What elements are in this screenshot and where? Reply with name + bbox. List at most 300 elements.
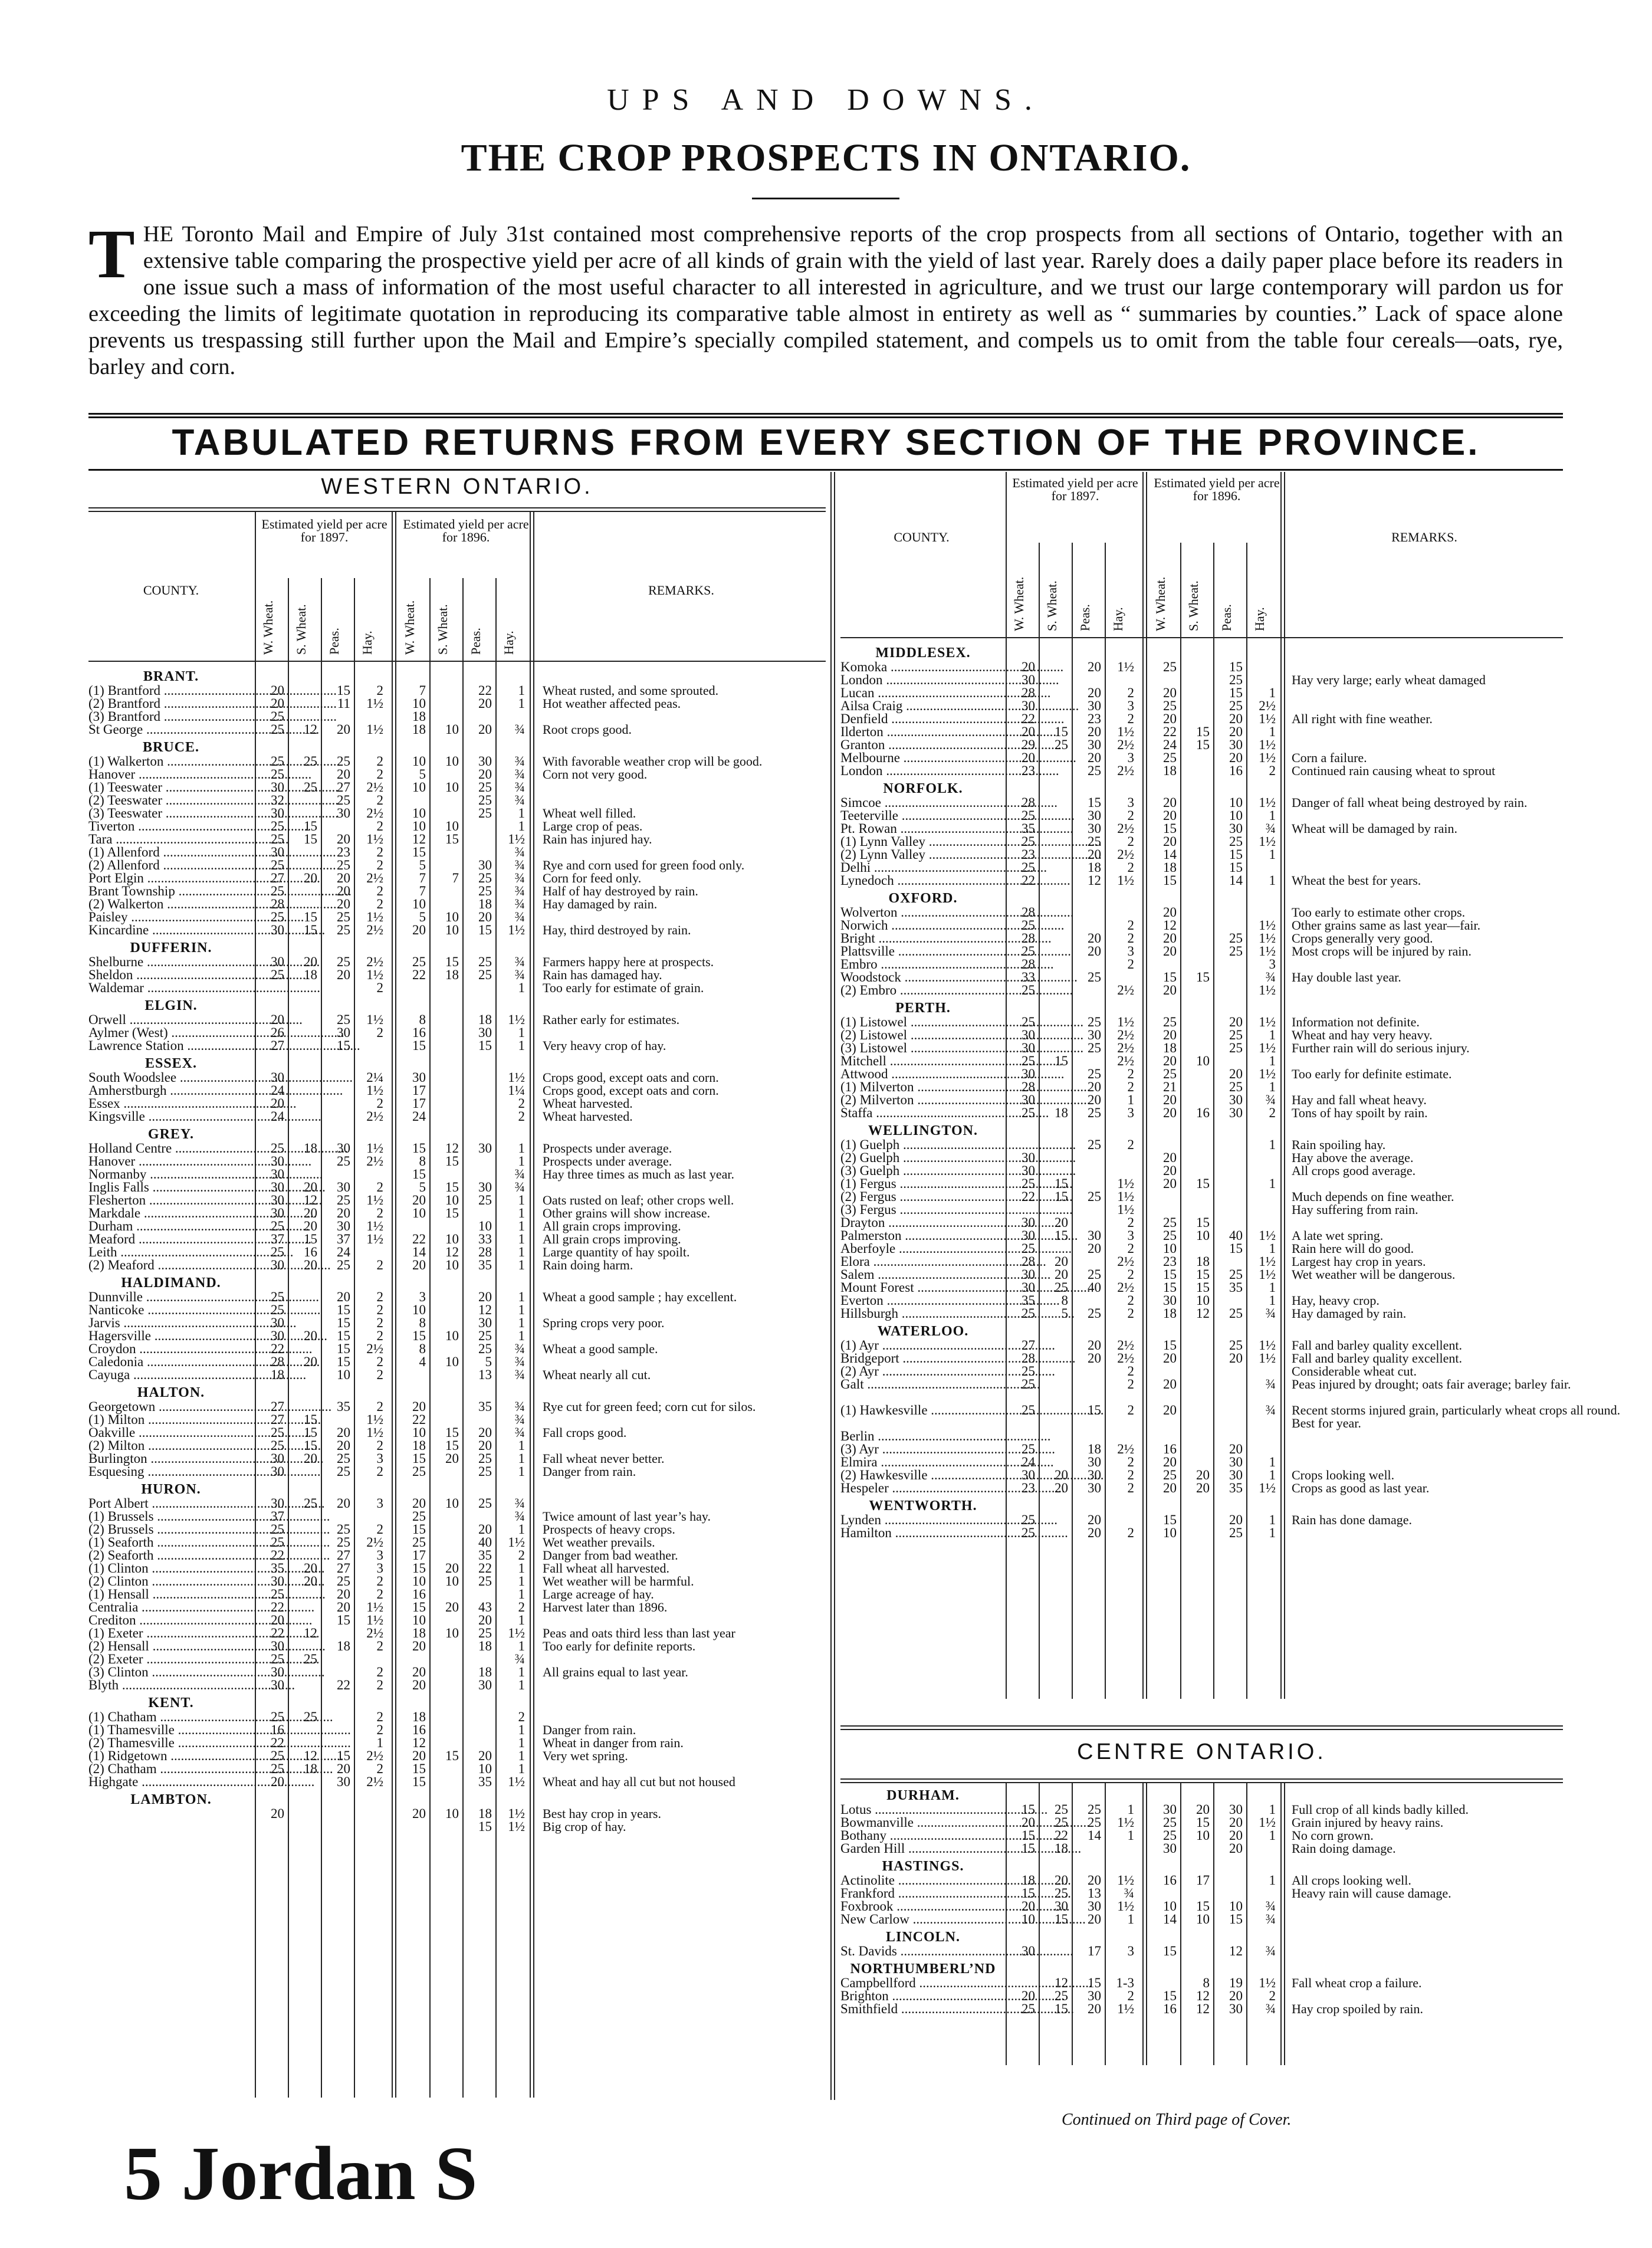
county-name: (2) Chatham ..... bbox=[88, 1763, 251, 1776]
yield-value: 25 bbox=[1022, 860, 1035, 875]
county-group-heading: DURHAM. bbox=[886, 1788, 960, 1803]
yield-value: 16 bbox=[1196, 1105, 1210, 1120]
yield-value: 30 bbox=[1229, 1468, 1243, 1482]
yield-value: 25 bbox=[1229, 1338, 1243, 1353]
remark: Hay and fall wheat heavy. bbox=[1292, 1092, 1427, 1107]
yield-value: 2½ bbox=[1117, 1280, 1134, 1295]
yield-value: 30 bbox=[1022, 1028, 1035, 1042]
yield-value: 2 bbox=[376, 845, 383, 859]
running-head: UPS AND DOWNS. bbox=[607, 83, 1045, 117]
remark: Crops as good as last year. bbox=[1292, 1481, 1430, 1495]
table-row bbox=[88, 1666, 826, 1679]
yield-value: 15 bbox=[412, 1774, 426, 1789]
yield-value: 30 bbox=[271, 780, 284, 795]
yield-value: 20 bbox=[1022, 724, 1035, 739]
table-row bbox=[88, 956, 826, 969]
yield-value: 25 bbox=[478, 871, 492, 885]
table-row bbox=[840, 809, 1563, 822]
yield-value: 25 bbox=[1163, 1468, 1177, 1482]
yield-value: 2½ bbox=[366, 871, 383, 885]
table-row bbox=[840, 1081, 1563, 1094]
table-row bbox=[88, 1246, 826, 1259]
yield-value: 2 bbox=[376, 884, 383, 898]
table-row bbox=[840, 1068, 1563, 1081]
county-name: (2) Milton ..... bbox=[88, 1439, 251, 1452]
table-row bbox=[840, 874, 1563, 887]
yield-value: 20 bbox=[1088, 847, 1101, 862]
yield-value: ¾ bbox=[514, 1180, 525, 1194]
table-row bbox=[840, 1391, 1563, 1404]
yield-value: 16 bbox=[412, 1025, 426, 1040]
remarks-header: REMARKS. bbox=[648, 583, 714, 598]
remark: Rye and corn used for green food only. bbox=[543, 858, 745, 872]
table-row bbox=[88, 697, 826, 710]
yield-value: 1½ bbox=[1259, 1267, 1276, 1282]
yield-value: 20 bbox=[1088, 1079, 1101, 1094]
table-row bbox=[88, 1304, 826, 1317]
yield-value: 2½ bbox=[1117, 737, 1134, 752]
table-row bbox=[88, 1013, 826, 1026]
county-name: Lynedoch ..... bbox=[840, 874, 1003, 887]
county-name: Hanover ..... bbox=[88, 768, 251, 781]
yield-value: 2 bbox=[376, 793, 383, 808]
yield-value: 2 bbox=[376, 1180, 383, 1194]
yield-value: 16 bbox=[1163, 1873, 1177, 1888]
yield-value: 30 bbox=[1022, 698, 1035, 713]
yield-value: 25 bbox=[1088, 1802, 1101, 1817]
county-name: (2) Thamesville ..... bbox=[88, 1737, 251, 1750]
table-row bbox=[840, 1294, 1563, 1307]
yield-value: 20 bbox=[1163, 905, 1177, 920]
yield-value: 20 bbox=[1229, 711, 1243, 726]
county-name: (3) Ayr ..... bbox=[840, 1443, 1003, 1456]
yield-value: 10 bbox=[1022, 1912, 1035, 1927]
yield-value: 10 bbox=[445, 1232, 459, 1246]
yield-value: 20 bbox=[1163, 1028, 1177, 1042]
county-name: Durham ..... bbox=[88, 1220, 251, 1233]
yield-value: 25 bbox=[1229, 1525, 1243, 1540]
yield-value: ¾ bbox=[1265, 1912, 1276, 1927]
table-row bbox=[88, 911, 826, 924]
yield-value: 12 bbox=[304, 1193, 317, 1207]
yield-value: 14 bbox=[1163, 847, 1177, 862]
yield-value: 25 bbox=[1022, 1403, 1035, 1417]
table-row bbox=[88, 1679, 826, 1692]
table-row bbox=[840, 1887, 1563, 1900]
county-name: Everton ..... bbox=[840, 1294, 1003, 1307]
drop-cap: T bbox=[88, 215, 135, 293]
yield-value: 1½ bbox=[1117, 1176, 1134, 1191]
yield-value: 20 bbox=[1229, 1512, 1243, 1527]
yield-value: 20 bbox=[1022, 1899, 1035, 1914]
yield-value: 1½ bbox=[1117, 1189, 1134, 1204]
yield-value: 10 bbox=[445, 1258, 459, 1272]
yield-value: 7 bbox=[419, 884, 426, 898]
yield-value: 1 bbox=[518, 1735, 525, 1750]
yield-value: 2 bbox=[376, 819, 383, 833]
col-w-wheat-96: W. Wheat. bbox=[402, 600, 417, 655]
col-peas-97: Peas. bbox=[327, 628, 341, 655]
yield-value: 22 bbox=[337, 1678, 350, 1692]
yield-value: 20 bbox=[337, 897, 350, 911]
yield-value: ¾ bbox=[514, 967, 525, 982]
yield-value: 3 bbox=[1127, 1944, 1134, 1958]
col-peas-96: Peas. bbox=[468, 628, 483, 655]
yield-value: 1 bbox=[518, 1438, 525, 1453]
yield-value: 25 bbox=[337, 1154, 350, 1169]
yield-value: 30 bbox=[1022, 672, 1035, 687]
yield-value: 20 bbox=[1163, 1054, 1177, 1068]
remark: Too early to estimate other crops. bbox=[1292, 905, 1466, 920]
remark: Hay, heavy crop. bbox=[1292, 1293, 1380, 1308]
yield-value: 2 bbox=[1127, 1306, 1134, 1321]
col-hay-97: Hay. bbox=[360, 631, 375, 655]
county-name: Orwell ..... bbox=[88, 1013, 251, 1026]
table-row bbox=[840, 932, 1563, 945]
yield-value: 15 bbox=[1229, 685, 1243, 700]
remark: All right with fine weather. bbox=[1292, 711, 1433, 726]
yield-value: 20 bbox=[1088, 1241, 1101, 1256]
yield-value: 20 bbox=[271, 1012, 284, 1027]
yield-value: 2½ bbox=[366, 1774, 383, 1789]
remark: Oats rusted on leaf; other crops well. bbox=[543, 1193, 734, 1207]
yield-value: 15 bbox=[412, 1761, 426, 1776]
yield-value: 15 bbox=[337, 1038, 350, 1053]
yield-value: 2½ bbox=[366, 1748, 383, 1763]
yield-value: 15 bbox=[1196, 1280, 1210, 1295]
yield-value: 3 bbox=[376, 1451, 383, 1466]
yield-value: 1½ bbox=[1117, 1899, 1134, 1914]
yield-value: 30 bbox=[1022, 1066, 1035, 1081]
table-row bbox=[840, 1913, 1563, 1926]
yield-value: 10 bbox=[445, 1496, 459, 1511]
table-row bbox=[88, 969, 826, 982]
yield-value: 2 bbox=[376, 767, 383, 782]
continued-note: Continued on Third page of Cover. bbox=[1062, 2111, 1292, 2129]
yield-value: 15 bbox=[304, 1425, 317, 1440]
yield-value: 25 bbox=[1229, 1028, 1243, 1042]
remark: Very wet spring. bbox=[543, 1748, 628, 1763]
yield-value: 10 bbox=[1196, 1293, 1210, 1308]
remark: Rain doing damage. bbox=[1292, 1841, 1396, 1856]
yield-value: 25 bbox=[271, 1141, 284, 1156]
table-row bbox=[88, 1465, 826, 1478]
yield-value: 20 bbox=[304, 1219, 317, 1233]
table-row bbox=[840, 1216, 1563, 1229]
county-name: (2) Fergus ..... bbox=[840, 1190, 1003, 1203]
table-row bbox=[840, 1945, 1563, 1958]
rcol-peas-96: Peas. bbox=[1219, 604, 1234, 631]
yield-value: 30 bbox=[271, 1464, 284, 1479]
yield-value: 25 bbox=[337, 954, 350, 969]
county-name: (1) Chatham ..... bbox=[88, 1711, 251, 1724]
table-row bbox=[88, 1575, 826, 1588]
yield-value: 2 bbox=[518, 1109, 525, 1124]
yield-value: 1 bbox=[1127, 1828, 1134, 1843]
yield-value: 2 bbox=[376, 683, 383, 698]
remark: All crops looking well. bbox=[1292, 1873, 1411, 1888]
yield-value: 30 bbox=[1022, 1228, 1035, 1243]
yield-value: 15 bbox=[1163, 821, 1177, 836]
table-row bbox=[840, 1842, 1563, 1855]
yield-value: 15 bbox=[445, 954, 459, 969]
county-name: Actinolite ..... bbox=[840, 1874, 1003, 1887]
county-name: St. Davids ..... bbox=[840, 1945, 1003, 1958]
table-row bbox=[88, 1711, 826, 1724]
yield-value: 24 bbox=[271, 1109, 284, 1124]
remark: Much depends on fine weather. bbox=[1292, 1189, 1454, 1204]
remark: Harvest later than 1896. bbox=[543, 1600, 668, 1614]
yield-value: 1 bbox=[518, 806, 525, 821]
county-name: Ilderton ..... bbox=[840, 726, 1003, 739]
table-row bbox=[840, 1177, 1563, 1190]
yield-value: 30 bbox=[337, 806, 350, 821]
yield-value: 1½ bbox=[366, 1141, 383, 1156]
yield-value: 2 bbox=[376, 1665, 383, 1679]
county-name: Centralia ..... bbox=[88, 1601, 251, 1614]
yield-value: 18 bbox=[478, 1665, 492, 1679]
yield-value: 15 bbox=[412, 1522, 426, 1537]
table-row bbox=[840, 764, 1563, 777]
table-row bbox=[840, 1443, 1563, 1456]
yield-value: 1 bbox=[518, 980, 525, 995]
yield-value: 20 bbox=[1088, 750, 1101, 765]
yield-value: 20 bbox=[412, 1639, 426, 1653]
yield-value: 20 bbox=[1163, 685, 1177, 700]
yield-value: 30 bbox=[1229, 2001, 1243, 2016]
yield-value: 16 bbox=[1229, 763, 1243, 778]
yield-value: 40 bbox=[478, 1535, 492, 1550]
yield-value: 15 bbox=[1022, 1886, 1035, 1901]
county-name: (2) Lynn Valley ..... bbox=[840, 848, 1003, 861]
yield-value: 30 bbox=[1088, 737, 1101, 752]
county-name: (1) Exeter ..... bbox=[88, 1627, 251, 1640]
yield-value: 25 bbox=[304, 1652, 317, 1666]
yield-value: 25 bbox=[1229, 834, 1243, 849]
yield-value: 2 bbox=[1127, 1215, 1134, 1230]
yield-value: 30 bbox=[1022, 1215, 1035, 1230]
table-row bbox=[88, 807, 826, 820]
title-rule bbox=[752, 198, 899, 199]
yield-value: 15 bbox=[304, 1232, 317, 1246]
yield-value: 20 bbox=[478, 1522, 492, 1537]
yield-value: 15 bbox=[1163, 1280, 1177, 1295]
table-row bbox=[840, 1151, 1563, 1164]
yield-value: 1 bbox=[1269, 1455, 1276, 1469]
county-name: Elora ..... bbox=[840, 1255, 1003, 1268]
yield-value: 26 bbox=[271, 1025, 284, 1040]
yield-value: 2 bbox=[1127, 1377, 1134, 1392]
yield-value: 22 bbox=[412, 967, 426, 982]
yield-value: 17 bbox=[1088, 1944, 1101, 1958]
yield-value: 23 bbox=[1088, 711, 1101, 726]
yield-value: 15 bbox=[1196, 1176, 1210, 1191]
table-row bbox=[88, 898, 826, 911]
yield-value: 25 bbox=[1163, 1228, 1177, 1243]
yield-value: 2 bbox=[376, 1289, 383, 1304]
yield-value: 10 bbox=[412, 780, 426, 795]
remark: Danger from bad weather. bbox=[543, 1548, 678, 1563]
yield-value: ¾ bbox=[514, 871, 525, 885]
county-group-heading: MIDDLESEX. bbox=[875, 645, 971, 661]
remark: Other grains will show increase. bbox=[543, 1206, 711, 1220]
county-name: Granton ..... bbox=[840, 739, 1003, 751]
county-name: Port Elgin ..... bbox=[88, 872, 251, 885]
yield-value: 25 bbox=[271, 1535, 284, 1550]
yield-value: 1½ bbox=[1259, 750, 1276, 765]
yield-value: 25 bbox=[478, 967, 492, 982]
yield-value: 43 bbox=[478, 1600, 492, 1614]
yield-value: 25 bbox=[1229, 1079, 1243, 1094]
yield-value: 20 bbox=[1163, 931, 1177, 946]
table-row bbox=[88, 1400, 826, 1413]
yield-value: 2½ bbox=[1117, 847, 1134, 862]
remark: Danger of fall wheat being destroyed by rain. bbox=[1292, 795, 1528, 810]
yield-value: 1½ bbox=[1259, 737, 1276, 752]
county-name: Smithfield ..... bbox=[840, 2003, 1003, 2016]
yield-value: 24 bbox=[337, 1245, 350, 1259]
table-row bbox=[88, 1220, 826, 1233]
table-row bbox=[840, 1138, 1563, 1151]
yield-value: 30 bbox=[271, 1258, 284, 1272]
yield-value: 5 bbox=[419, 910, 426, 924]
est-1896-header-right: Estimated yield per acre for 1896. bbox=[1154, 475, 1280, 503]
yield-value: 25 bbox=[271, 832, 284, 846]
yield-value: 20 bbox=[1229, 1841, 1243, 1856]
yield-value: 10 bbox=[445, 1193, 459, 1207]
table-row bbox=[840, 674, 1563, 687]
yield-value: 15 bbox=[1022, 1841, 1035, 1856]
county-name: Meaford ..... bbox=[88, 1233, 251, 1246]
yield-value: 30 bbox=[337, 1219, 350, 1233]
yield-value: 20 bbox=[1163, 944, 1177, 959]
yield-value: 1½ bbox=[366, 1600, 383, 1614]
yield-value: 30 bbox=[1088, 1455, 1101, 1469]
est-1896-header: Estimated yield per acre for 1896. bbox=[403, 517, 529, 544]
county-name: (2) Seaforth ..... bbox=[88, 1549, 251, 1562]
yield-value: 10 bbox=[445, 780, 459, 795]
remark: Wheat a good sample ; hay excellent. bbox=[543, 1289, 737, 1304]
yield-value: 1½ bbox=[508, 1012, 525, 1027]
yield-value: 30 bbox=[478, 1025, 492, 1040]
yield-value: 20 bbox=[1229, 1442, 1243, 1456]
county-name: Amherstburgh ..... bbox=[88, 1084, 251, 1097]
col-s-wheat-97: S. Wheat. bbox=[294, 604, 308, 655]
yield-value: 20 bbox=[1022, 1815, 1035, 1830]
yield-value: 30 bbox=[271, 1328, 284, 1343]
county-name: Leith ..... bbox=[88, 1246, 251, 1259]
yield-value: 10 bbox=[412, 1206, 426, 1220]
col-hay-96: Hay. bbox=[501, 631, 516, 655]
yield-value: 30 bbox=[1022, 1468, 1035, 1482]
yield-value: 1½ bbox=[1117, 1815, 1134, 1830]
county-name: (2) Hawkesville ..... bbox=[840, 1469, 1003, 1482]
yield-value: 25 bbox=[478, 1328, 492, 1343]
table-row bbox=[88, 1562, 826, 1575]
yield-value: 20 bbox=[1229, 1015, 1243, 1029]
yield-value: 25 bbox=[1022, 1442, 1035, 1456]
yield-value: 12 bbox=[1055, 1975, 1068, 1990]
yield-value: 25 bbox=[337, 1522, 350, 1537]
remark: Too early for definite estimate. bbox=[1292, 1066, 1452, 1081]
yield-value: 15 bbox=[1229, 1241, 1243, 1256]
yield-value: 21 bbox=[1163, 1079, 1177, 1094]
table-row bbox=[88, 846, 826, 859]
yield-value: 2½ bbox=[366, 923, 383, 937]
yield-value: 30 bbox=[1229, 1092, 1243, 1107]
yield-value: 10 bbox=[445, 1328, 459, 1343]
table-row bbox=[840, 1094, 1563, 1107]
yield-value: 2½ bbox=[1117, 1041, 1134, 1055]
yield-value: 15 bbox=[412, 1167, 426, 1182]
yield-value: 25 bbox=[1055, 1886, 1068, 1901]
remark: Large crop of peas. bbox=[543, 819, 643, 833]
yield-value: 25 bbox=[1022, 834, 1035, 849]
yield-value: 23 bbox=[337, 845, 350, 859]
table-row bbox=[88, 1653, 826, 1666]
remark: Hay very large; early wheat damaged bbox=[1292, 672, 1486, 687]
yield-value: 30 bbox=[1022, 1092, 1035, 1107]
remark: Wet weather will be dangerous. bbox=[1292, 1267, 1456, 1282]
yield-value: 2 bbox=[1127, 1403, 1134, 1417]
remark: Considerable wheat cut. bbox=[1292, 1364, 1417, 1379]
yield-value: 25 bbox=[478, 884, 492, 898]
centre-heading: CENTRE ONTARIO. bbox=[1077, 1740, 1326, 1764]
remark: Corn for feed only. bbox=[543, 871, 642, 885]
yield-value: 1 bbox=[518, 1206, 525, 1220]
yield-value: 25 bbox=[337, 754, 350, 769]
yield-value: 2 bbox=[518, 1548, 525, 1563]
yield-value: 3 bbox=[1127, 750, 1134, 765]
yield-value: 22 bbox=[1163, 724, 1177, 739]
yield-value: 1½ bbox=[1259, 711, 1276, 726]
yield-value: 15 bbox=[337, 1748, 350, 1763]
county-name: Highgate ..... bbox=[88, 1776, 251, 1788]
rcol-w-wheat-96: W. Wheat. bbox=[1153, 576, 1168, 631]
eastern-rows bbox=[840, 642, 1621, 1540]
yield-value: 1 bbox=[518, 1464, 525, 1479]
table-row bbox=[840, 1339, 1563, 1352]
yield-value: 30 bbox=[271, 1496, 284, 1511]
remark: Largest hay crop in years. bbox=[1292, 1254, 1426, 1269]
yield-value: 10 bbox=[1229, 795, 1243, 810]
yield-value: 10 bbox=[412, 1425, 426, 1440]
yield-value: 20 bbox=[1163, 808, 1177, 823]
yield-value: 18 bbox=[1163, 763, 1177, 778]
table-row bbox=[840, 1990, 1563, 2003]
yield-value: 1 bbox=[1269, 847, 1276, 862]
rcol-hay-97: Hay. bbox=[1111, 607, 1125, 631]
yield-value: 10 bbox=[337, 1367, 350, 1382]
county-name: (2) Brantford ..... bbox=[88, 697, 251, 710]
table-row bbox=[88, 1142, 826, 1155]
remark: Large quantity of hay spoilt. bbox=[543, 1245, 690, 1259]
county-name: Garden Hill ..... bbox=[840, 1842, 1003, 1855]
county-name: Melbourne ..... bbox=[840, 751, 1003, 764]
table-row bbox=[840, 971, 1563, 984]
yield-value: 1½ bbox=[508, 1535, 525, 1550]
yield-value: ¾ bbox=[514, 858, 525, 872]
county-name: Drayton ..... bbox=[840, 1216, 1003, 1229]
yield-value: 20 bbox=[1055, 1481, 1068, 1495]
yield-value: 20 bbox=[1088, 1912, 1101, 1927]
yield-value: 1 bbox=[518, 1451, 525, 1466]
table-row bbox=[88, 1588, 826, 1601]
table-row bbox=[88, 859, 826, 872]
yield-value: 20 bbox=[1163, 1163, 1177, 1178]
yield-value: 23 bbox=[1163, 1254, 1177, 1269]
table-row bbox=[840, 984, 1563, 997]
